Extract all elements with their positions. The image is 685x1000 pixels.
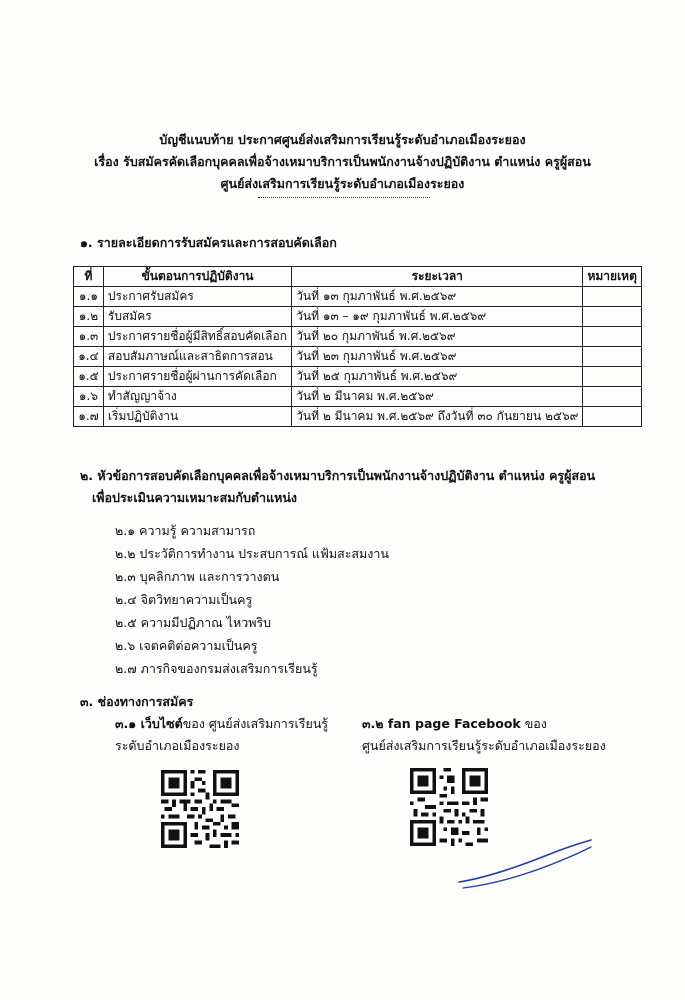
row-note — [583, 347, 642, 367]
topic-item: ๒.๓ บุคลิกภาพ และการวางตน — [115, 569, 280, 584]
table-row — [74, 307, 642, 327]
section-2-title-line-1: ๒. หัวข้อการสอบคัดเลือกบุคคลเพื่อจ้างเหมาบริการเป็นพนักงานจ้างปฏิบัติงาน ตำแหน่ง ครูผู้สอน — [80, 468, 596, 483]
section-2-title-line-2: เพื่อประเมินความเหมาะสมกับตำแหน่ง — [92, 490, 298, 505]
section-3-title: ๓. ช่องทางการสมัคร — [80, 694, 194, 709]
website-label-line-2: ระดับอำเภอเมืองระยอง — [115, 738, 240, 753]
topic-item: ๒.๗ ภารกิจของกรมส่งเสริมการเรียนรู้ — [115, 661, 318, 676]
row-step: ประกาศรายชื่อผู้ผ่านการคัดเลือก — [103, 367, 291, 387]
header-line-3: ศูนย์ส่งเสริมการเรียนรู้ระดับอำเภอเมืองระยอง — [220, 176, 465, 191]
facebook-label-bold: ๓.๒ fan page Facebook — [362, 716, 521, 731]
signature-mark — [455, 838, 595, 898]
column-header-step: ขั้นตอนการปฏิบัติงาน — [103, 267, 291, 287]
row-num: ๑.๕ — [74, 367, 104, 387]
website-label-rest: ของ ศูนย์ส่งเสริมการเรียนรู้ — [182, 716, 329, 731]
topic-item: ๒.๕ ความมีปฏิภาณ ไหวพริบ — [115, 615, 272, 630]
table-row — [74, 407, 642, 427]
table-row — [74, 327, 642, 347]
row-step: ประกาศรับสมัคร — [103, 287, 291, 307]
row-note — [583, 287, 642, 307]
table-row — [74, 387, 642, 407]
row-note — [583, 327, 642, 347]
row-num: ๑.๓ — [74, 327, 104, 347]
row-note — [583, 387, 642, 407]
row-period: วันที่ ๒ มีนาคม พ.ศ.๒๕๖๙ ถึงวันที่ ๓๐ กันยายน ๒๕๖๙ — [292, 407, 583, 427]
row-num: ๑.๒ — [74, 307, 104, 327]
row-period: วันที่ ๒๓ กุมภาพันธ์ พ.ศ.๒๕๖๙ — [292, 347, 583, 367]
header-dotted-divider — [258, 196, 430, 198]
topic-item: ๒.๑ ความรู้ ความสามารถ — [115, 523, 256, 538]
column-header-num: ที่ — [74, 267, 104, 287]
row-num: ๑.๖ — [74, 387, 104, 407]
table-row — [74, 347, 642, 367]
row-step: เริ่มปฏิบัติงาน — [103, 407, 291, 427]
table-row — [74, 287, 642, 307]
schedule-table — [73, 266, 642, 427]
topic-item: ๒.๔ จิตวิทยาความเป็นครู — [115, 592, 253, 607]
row-note — [583, 407, 642, 427]
row-step: รับสมัคร — [103, 307, 291, 327]
facebook-label-rest: ของ — [520, 716, 547, 731]
table-row — [74, 367, 642, 387]
row-num: ๑.๔ — [74, 347, 104, 367]
row-step: ประกาศรายชื่อผู้มีสิทธิ์สอบคัดเลือก — [103, 327, 291, 347]
facebook-label-line-2: ศูนย์ส่งเสริมการเรียนรู้ระดับอำเภอเมืองระยอง — [362, 738, 606, 753]
column-header-note: หมายเหตุ — [583, 267, 642, 287]
section-1-title: ๑. รายละเอียดการรับสมัครและการสอบคัดเลือก — [80, 235, 337, 250]
row-num: ๑.๗ — [74, 407, 104, 427]
row-period: วันที่ ๑๓ กุมภาพันธ์ พ.ศ.๒๕๖๙ — [292, 287, 583, 307]
row-period: วันที่ ๑๓ – ๑๙ กุมภาพันธ์ พ.ศ.๒๕๖๙ — [292, 307, 583, 327]
topic-item: ๒.๖ เจตคติต่อความเป็นครู — [115, 638, 258, 653]
website-label-bold: ๓.๑ เว็บไซต์ — [115, 716, 183, 731]
row-step: ทำสัญญาจ้าง — [103, 387, 291, 407]
topic-item: ๒.๒ ประวัติการทำงาน ประสบการณ์ แฟ้มสะสมงาน — [115, 546, 389, 561]
header-line-2: เรื่อง รับสมัครคัดเลือกบุคคลเพื่อจ้างเหมาบริการเป็นพนักงานจ้างปฏิบัติงาน ตำแหน่ง ครูผู้สอน — [94, 154, 591, 169]
row-num: ๑.๑ — [74, 287, 104, 307]
row-note — [583, 307, 642, 327]
row-step: สอบสัมภาษณ์และสาธิตการสอน — [103, 347, 291, 367]
row-period: วันที่ ๒๐ กุมภาพันธ์ พ.ศ.๒๕๖๙ — [292, 327, 583, 347]
table-header-row — [74, 267, 642, 287]
row-note — [583, 367, 642, 387]
column-header-period: ระยะเวลา — [292, 267, 583, 287]
row-period: วันที่ ๒๕ กุมภาพันธ์ พ.ศ.๒๕๖๙ — [292, 367, 583, 387]
facebook-label — [362, 714, 547, 734]
website-qr-code[interactable] — [161, 770, 239, 848]
website-label — [115, 714, 328, 734]
header-line-1: บัญชีแนบท้าย ประกาศศูนย์ส่งเสริมการเรียนรู้ระดับอำเภอเมืองระยอง — [159, 132, 526, 147]
row-period: วันที่ ๒ มีนาคม พ.ศ.๒๕๖๙ — [292, 387, 583, 407]
facebook-qr-code[interactable] — [410, 768, 488, 846]
